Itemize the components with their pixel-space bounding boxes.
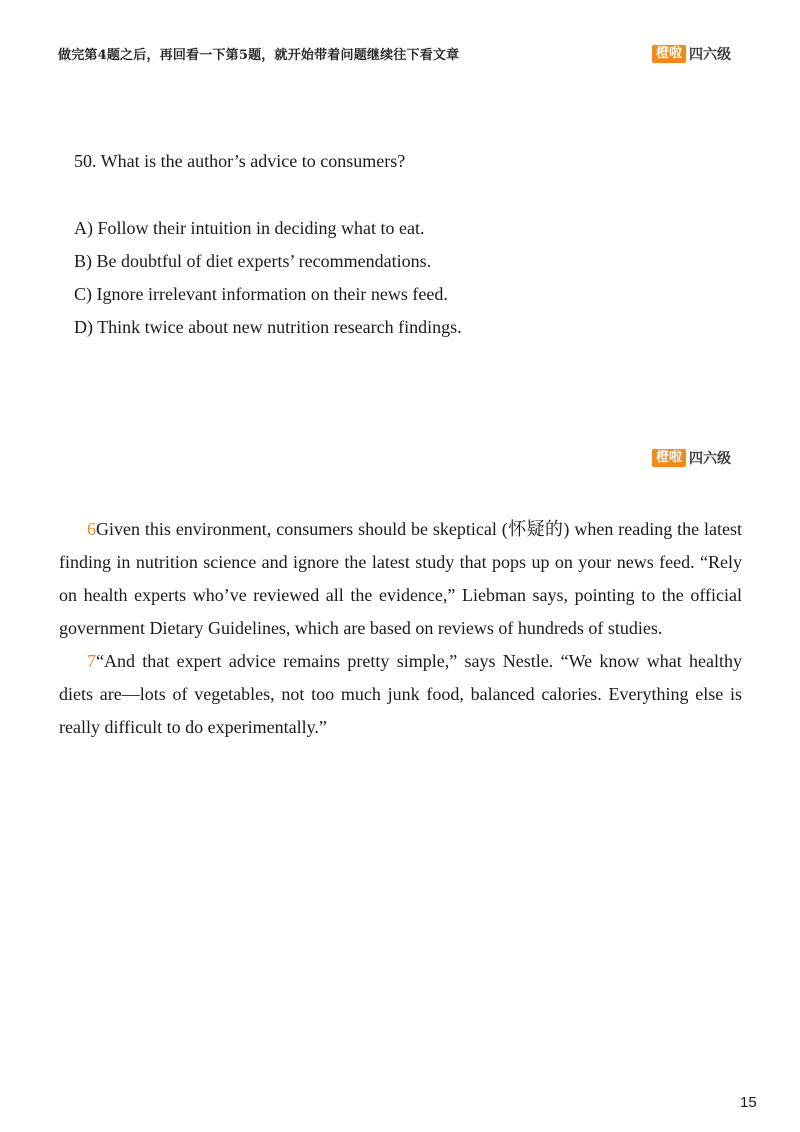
paragraph-text: “And that expert advice remains pretty simple,” says Nestle. “We know what healthy diets are—lots of vegetables, not too much junk food, balanced calories. Everything else is really difficult to do experimentally.” [59,651,742,737]
paragraph-number: 6 [87,519,96,539]
brand-logo: 橙啦 [652,45,686,63]
paragraph-number: 7 [87,651,96,671]
option-b: B) Be doubtful of diet experts’ recommendations. [74,251,432,271]
answer-options [74,217,462,349]
paragraph-6 [59,513,742,645]
brand-badge-top [652,44,731,64]
brand-badge-mid [652,448,731,468]
page-number: 15 [740,1094,757,1111]
option-d: D) Think twice about new nutrition research findings. [74,317,462,337]
header-instruction: 做完第4题之后，再回看一下第5题，就开始带着问题继续往下看文章 [58,48,460,63]
paragraph-7 [59,645,742,744]
passage [59,513,742,744]
brand-label: 四六级 [689,47,732,63]
option-a: A) Follow their intuition in deciding what to eat. [74,218,425,238]
option-c: C) Ignore irrelevant information on their news feed. [74,284,448,304]
paragraph-text: Given this environment, consumers should be skeptical (怀疑的) when reading the latest finding in nutrition science and ignore the latest study that pops up on your news feed. “Rely on health experts who’ve reviewed all the evidence,” Liebman says, pointing to the official government Dietary Guidelines, which are based on reviews of hundreds of studies. [59,519,742,638]
brand-label: 四六级 [689,451,732,467]
brand-logo: 橙啦 [652,449,686,467]
question-stem: 50. What is the author’s advice to consumers? [74,151,406,171]
